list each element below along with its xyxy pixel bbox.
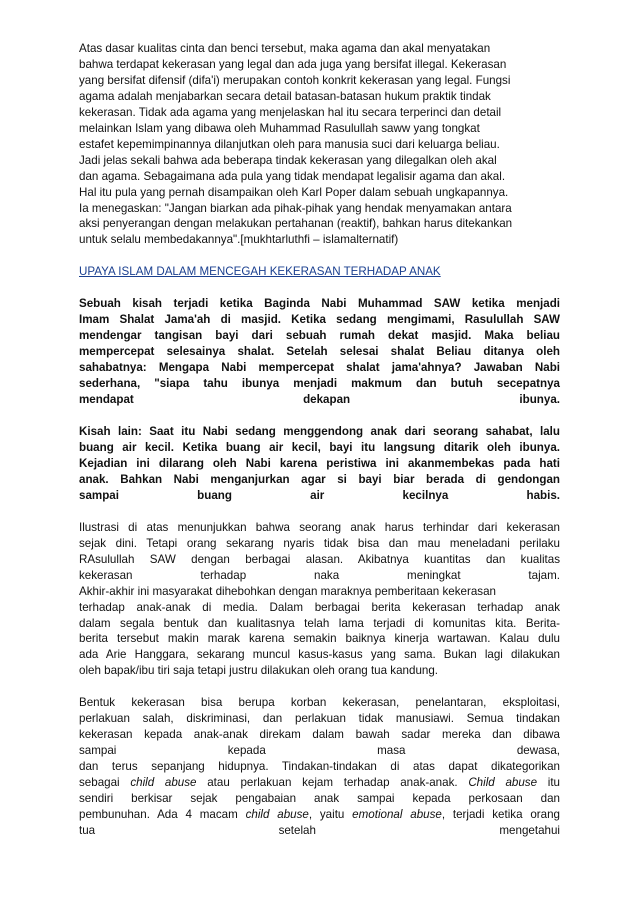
paragraph-1 — [79, 41, 560, 248]
text-line: bahwa terdapat kekerasan yang legal dan ada juga yang bersifat illegal. Kekerasan — [79, 57, 507, 71]
text-line: aksi penyerangan dengan melakukan pertahanan (reaktif), bahkan harus ditekankan — [79, 217, 513, 231]
text-line: agama adalah menjabarkan secara detail batasan-batasan hukum praktik tindak — [79, 89, 491, 103]
paragraph-4 — [79, 520, 560, 680]
text-line — [79, 775, 560, 791]
text-line: estafet kepemimpinannya dilanjutkan oleh para manusia suci dari keluarga beliau. — [79, 137, 500, 151]
text-span: , terjadi ketika orang — [441, 807, 560, 821]
text-span-italic: Child abuse — [468, 776, 538, 790]
text-line: sampai buang air kecilnya habis. — [79, 488, 560, 502]
text-span: , yaitu — [308, 807, 353, 821]
text-line: Ilustrasi di atas menunjukkan bahwa seorang anak harus terhindar dari kekerasan — [79, 520, 560, 534]
text-line: mendengar tangisan bayi dari sebuah rumah dekat masjid. Maka beliau — [79, 329, 560, 343]
text-line: kekerasan terhadap naka meningkat tajam. — [79, 568, 560, 582]
text-line: sederhana, "siapa tahu ibunya menjadi makmum dan butuh secepatnya — [79, 377, 560, 391]
text-line: Ia menegaskan: "Jangan biarkan ada pihak-pihak yang hendak menyamakan antara — [79, 201, 512, 215]
text-span: pembunuhan. Ada 4 macam — [79, 807, 246, 821]
text-line: oleh bapak/ibu tiri saja tetapi justru dilakukan oleh orang tua kandung. — [79, 664, 439, 678]
text-line: Bentuk kekerasan bisa berupa korban kekerasan, penelantaran, eksploitasi, — [79, 696, 560, 710]
text-line: RAsulullah SAW dengan berbagai alasan. Akibatnya kuantitas dan kualitas — [79, 552, 560, 566]
text-line: mempercepat selesainya shalat. Setelah selesai shalat Beliau ditanya oleh — [79, 345, 560, 359]
text-line: ada Arie Hanggara, sekarang muncul kasus-kasus yang sama. Bukan lagi dilakukan — [79, 648, 560, 662]
text-line — [79, 807, 560, 823]
text-line: sejak dini. Tetapi orang sekarang nyaris tidak bisa dan mau meneladani perilaku — [79, 536, 560, 550]
text-line: Kisah lain: Saat itu Nabi sedang menggendong anak dari seorang sahabat, lalu — [79, 425, 560, 439]
text-span: sebagai — [79, 776, 131, 790]
text-line: dan terus sepanjang hidupnya. Tindakan-tindakan di atas dapat dikategorikan — [79, 760, 560, 774]
paragraph-2 — [79, 296, 560, 408]
text-line: Atas dasar kualitas cinta dan benci tersebut, maka agama dan akal menyatakan — [79, 42, 491, 55]
text-line: anak. Bahkan Nabi menganjurkan agar si bayi biar berada di gendongan — [79, 472, 560, 486]
text-line: Sebuah kisah terjadi ketika Baginda Nabi Muhammad SAW ketika menjadi — [79, 297, 560, 311]
text-line: melainkan Islam yang dibawa oleh Muhammad Rasulullah saww yang tongkat — [79, 121, 480, 135]
text-line: kekerasan kepada anak-anak direkam dalam bawah sadar mereka dan dibawa — [79, 728, 560, 742]
text-line: perlakuan salah, diskriminasi, dan perlakuan tidak manusiawi. Semua tindakan — [79, 712, 560, 726]
text-span-italic: child abuse — [245, 807, 309, 821]
text-span-italic: emotional abuse — [352, 807, 442, 821]
paragraph-3 — [79, 424, 560, 504]
text-span: atau perlakuan kejam terhadap anak-anak. — [196, 776, 469, 790]
text-line: sahabatnya: Mengapa Nabi mempercepat shalat jama'ahnya? Jawaban Nabi — [79, 361, 560, 375]
text-line: Jadi jelas sekali bahwa ada beberapa tindak kekerasan yang dilegalkan oleh akal — [79, 153, 497, 167]
text-span-italic: child abuse — [130, 776, 197, 790]
text-line: Kejadian ini dilarang oleh Nabi karena peristiwa ini akanmembekas pada hati — [79, 456, 560, 470]
text-line: buang air kecil. Ketika buang air kecil, bayi itu langsung ditarik oleh ibunya. — [79, 440, 560, 454]
text-line: Akhir-akhir ini masyarakat dihebohkan dengan maraknya pemberitaan kekerasan — [79, 584, 496, 598]
text-span: itu — [537, 776, 561, 790]
text-line: yang bersifat difensif (difa'i) merupakan contoh konkrit kekerasan yang legal. Fungsi — [79, 73, 511, 87]
text-line: mendapat dekapan ibunya. — [79, 393, 560, 407]
text-line: untuk selalu membedakannya".[mukhtarluthfi – islamalternatif) — [79, 233, 399, 247]
section-heading-link[interactable]: UPAYA ISLAM DALAM MENCEGAH KEKERASAN TERHADAP ANAK — [79, 265, 441, 279]
text-line: Imam Shalat Jama'ah di masjid. Ketika sedang mengimami, Rasulullah SAW — [79, 313, 560, 327]
text-line: kekerasan. Tidak ada agama yang menjelaskan hal itu secara terperinci dan detail — [79, 105, 502, 119]
text-line: berita tersebut makin marak karena semakin baiknya kinerja wartawan. Kalau dulu — [79, 632, 560, 646]
text-line: dalam segala bentuk dan kualitasnya telah lama terjadi di komunitas kita. Berita- — [79, 616, 560, 630]
text-line: Hal itu pula yang pernah disampaikan oleh Karl Poper dalam sebuah ungkapannya. — [79, 185, 509, 199]
text-line: sendiri berkisar sejak pengabaian anak sampai kepada perkosaan dan — [79, 792, 560, 806]
text-line: tua setelah mengetahui — [79, 823, 560, 837]
text-line: dan agama. Sebagaimana ada pula yang tidak mendapat legalisir agama dan akal. — [79, 169, 506, 183]
document-page — [79, 41, 560, 839]
text-line: sampai kepada masa dewasa, — [79, 744, 560, 758]
paragraph-5 — [79, 695, 560, 839]
text-line: terhadap anak-anak di media. Dalam berbagai berita kekerasan terhadap anak — [79, 600, 560, 614]
